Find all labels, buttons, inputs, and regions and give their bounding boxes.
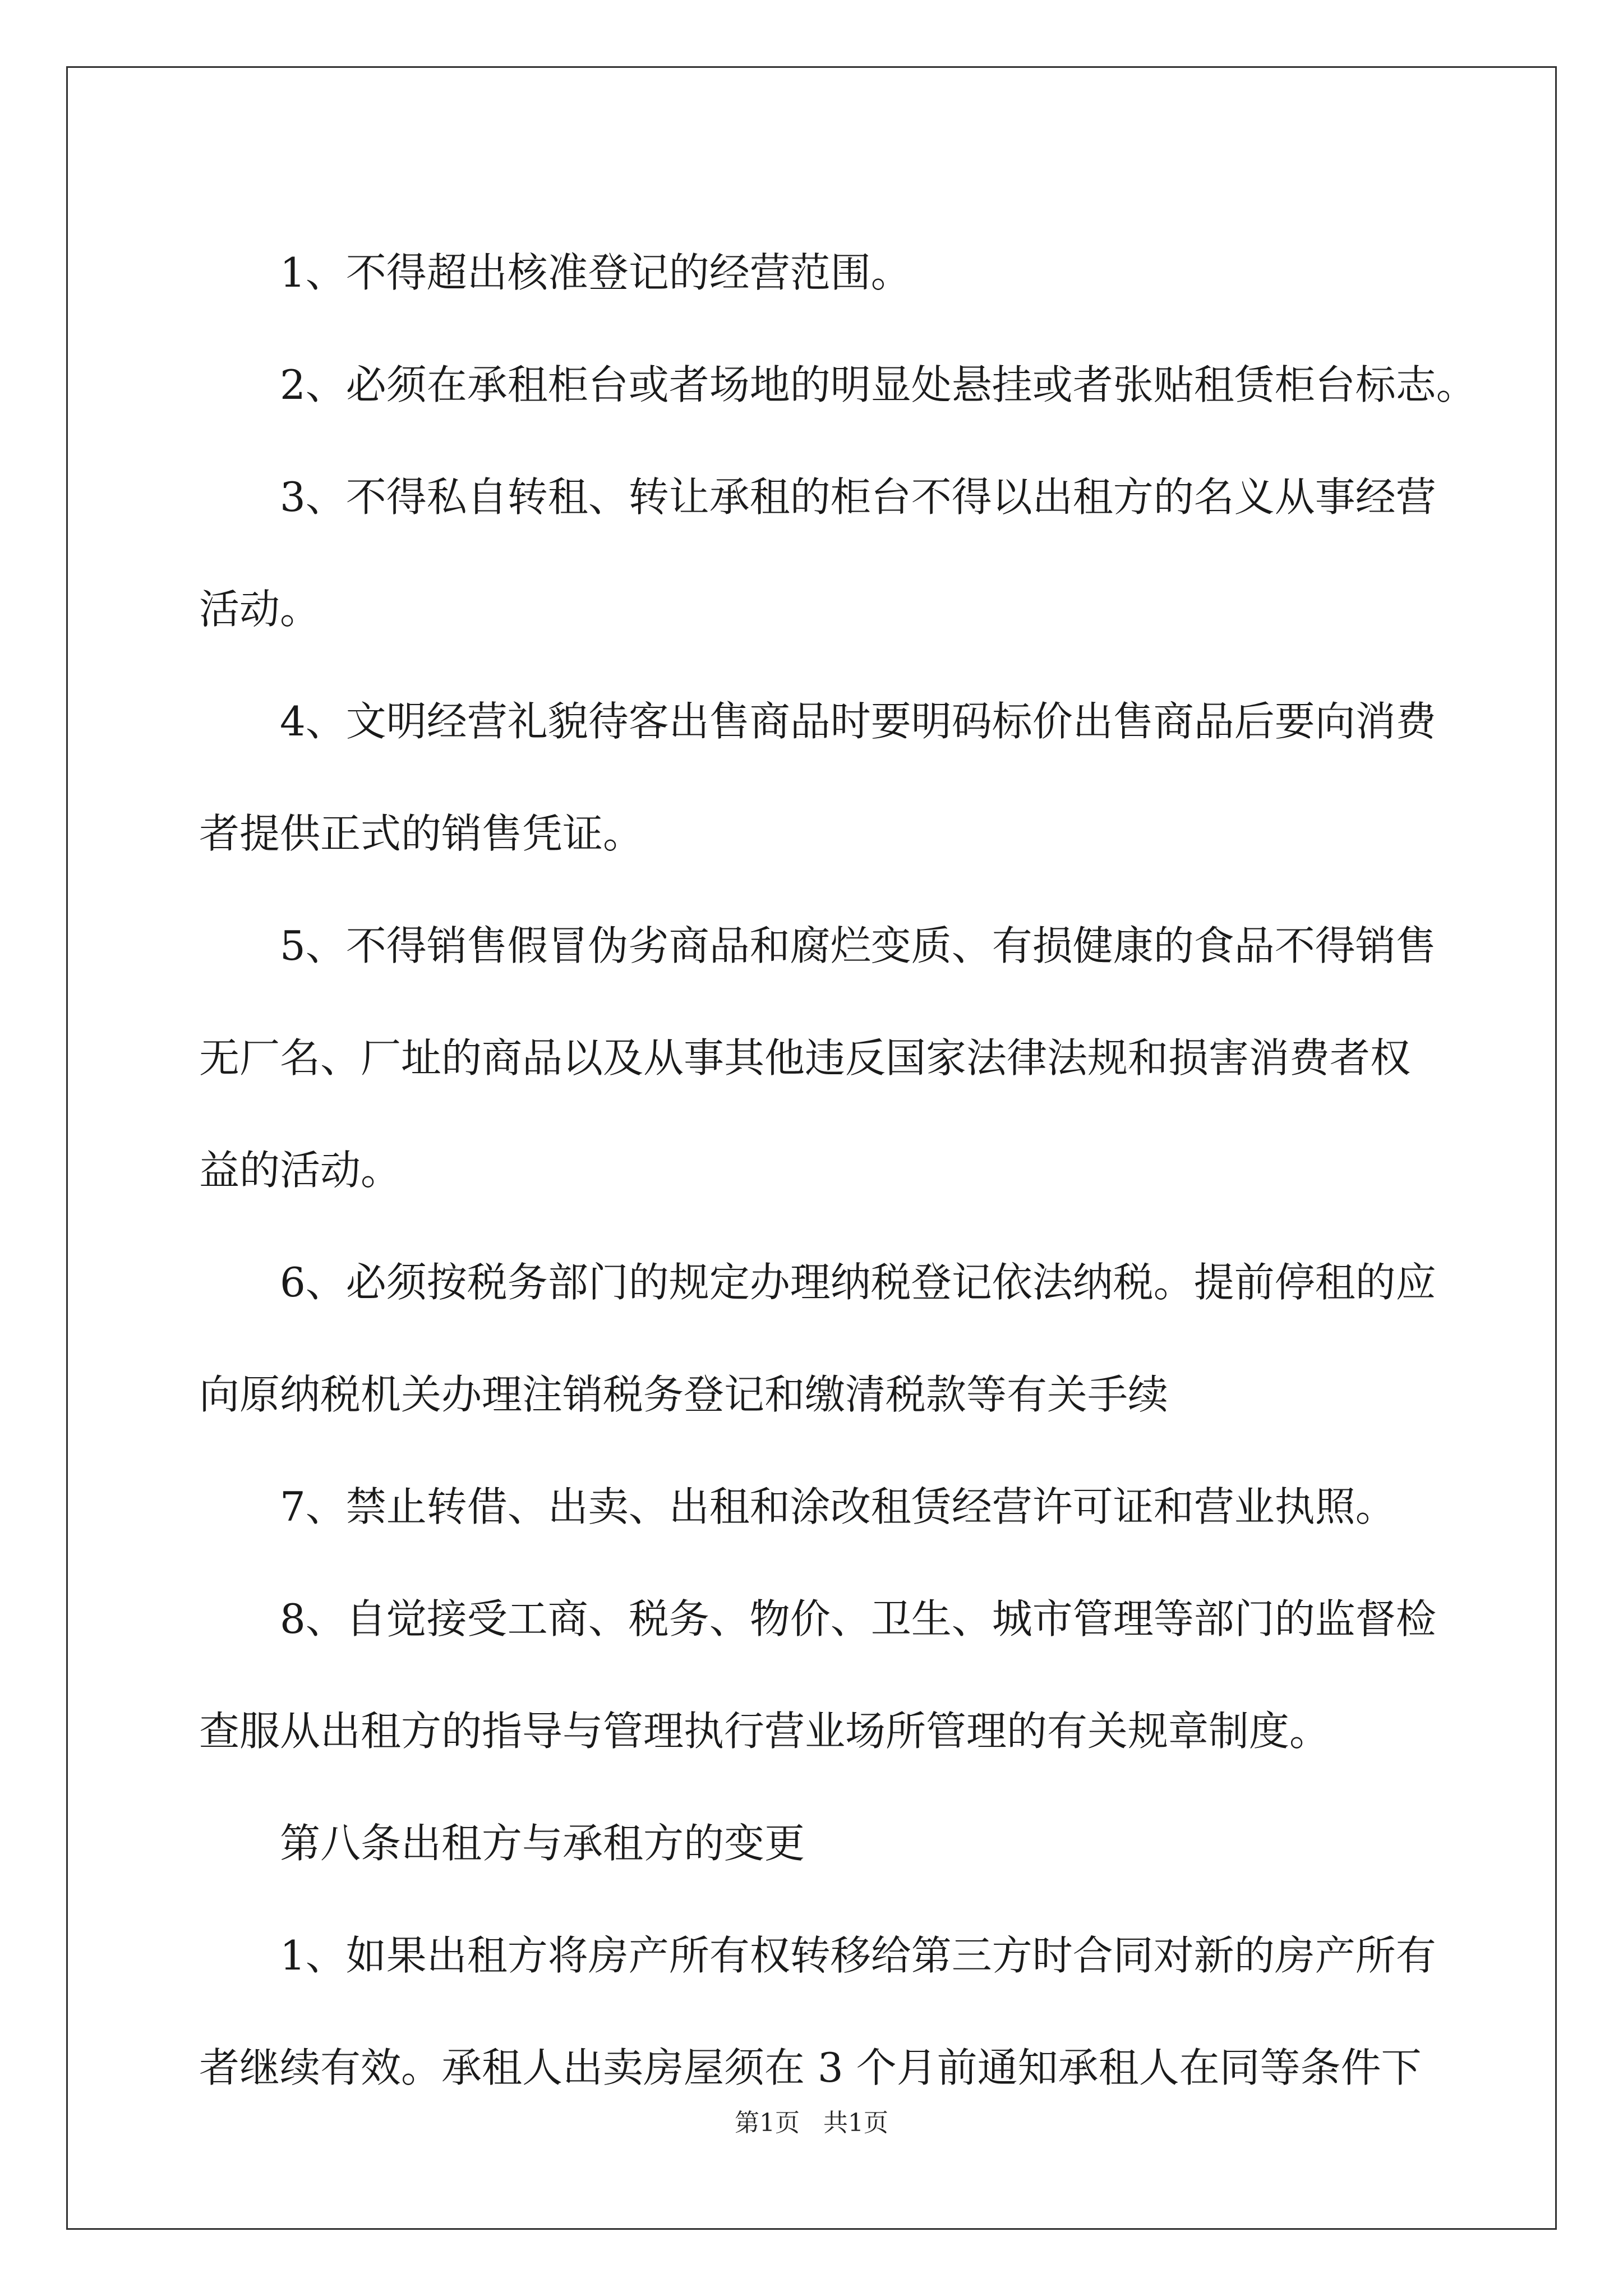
- text-line: 者提供正式的销售凭证。: [199, 810, 644, 857]
- text-line: 活动。: [199, 586, 321, 633]
- paragraph-1: [199, 217, 1433, 329]
- text-line: 1、如果出租方将房产所有权转移给第三方时合同对新的房产所有: [280, 1932, 1436, 1979]
- paragraph-4: [199, 665, 1436, 890]
- section-heading-article-8: [199, 1787, 1433, 1899]
- text-line: 查服从出租方的指导与管理执行营业场所管理的有关规章制度。: [199, 1708, 1330, 1755]
- text-line: 无厂名、厂址的商品以及从事其他违反国家法律法规和损害消费者权: [199, 1034, 1411, 1082]
- text-line: 5、不得销售假冒伪劣商品和腐烂变质、有损健康的食品不得销售: [280, 922, 1436, 969]
- paragraph-6: [199, 1226, 1436, 1451]
- paragraph-8: [199, 1563, 1436, 1787]
- text-line: 8、自觉接受工商、税务、物价、卫生、城市管理等部门的监督检: [280, 1595, 1436, 1642]
- text-line: 6、必须按税务部门的规定办理纳税登记依法纳税。提前停租的应: [280, 1259, 1436, 1306]
- page-number-footer: 第1页 共1页: [735, 2109, 888, 2137]
- text-line: 3、不得私自转租、转让承租的柜台不得以出租方的名义从事经营: [280, 473, 1436, 521]
- text-line: 7、禁止转借、出卖、出租和涂改租赁经营许可证和营业执照。: [280, 1483, 1396, 1530]
- paragraph-3: [199, 441, 1436, 665]
- text-line: 向原纳税机关办理注销税务登记和缴清税款等有关手续: [199, 1371, 1169, 1418]
- text-line: 1、不得超出核准登记的经营范围。: [280, 249, 911, 296]
- text-line: 益的活动。: [199, 1147, 402, 1194]
- paragraph-5: [199, 890, 1436, 1226]
- paragraph-9: [199, 1899, 1436, 2124]
- text-line: 第八条出租方与承租方的变更: [280, 1820, 805, 1867]
- document-body: [199, 217, 1477, 2124]
- text-line: 4、文明经营礼貌待客出售商品时要明码标价出售商品后要向消费: [280, 698, 1436, 745]
- text-line: 2、必须在承租柜台或者场地的明显处悬挂或者张贴租赁柜台标志。: [280, 361, 1477, 408]
- paragraph-7: [199, 1451, 1433, 1563]
- text-line: 者继续有效。承租人出卖房屋须在 3 个月前通知承租人在同等条件下: [199, 2044, 1422, 2091]
- paragraph-2: [199, 329, 1477, 441]
